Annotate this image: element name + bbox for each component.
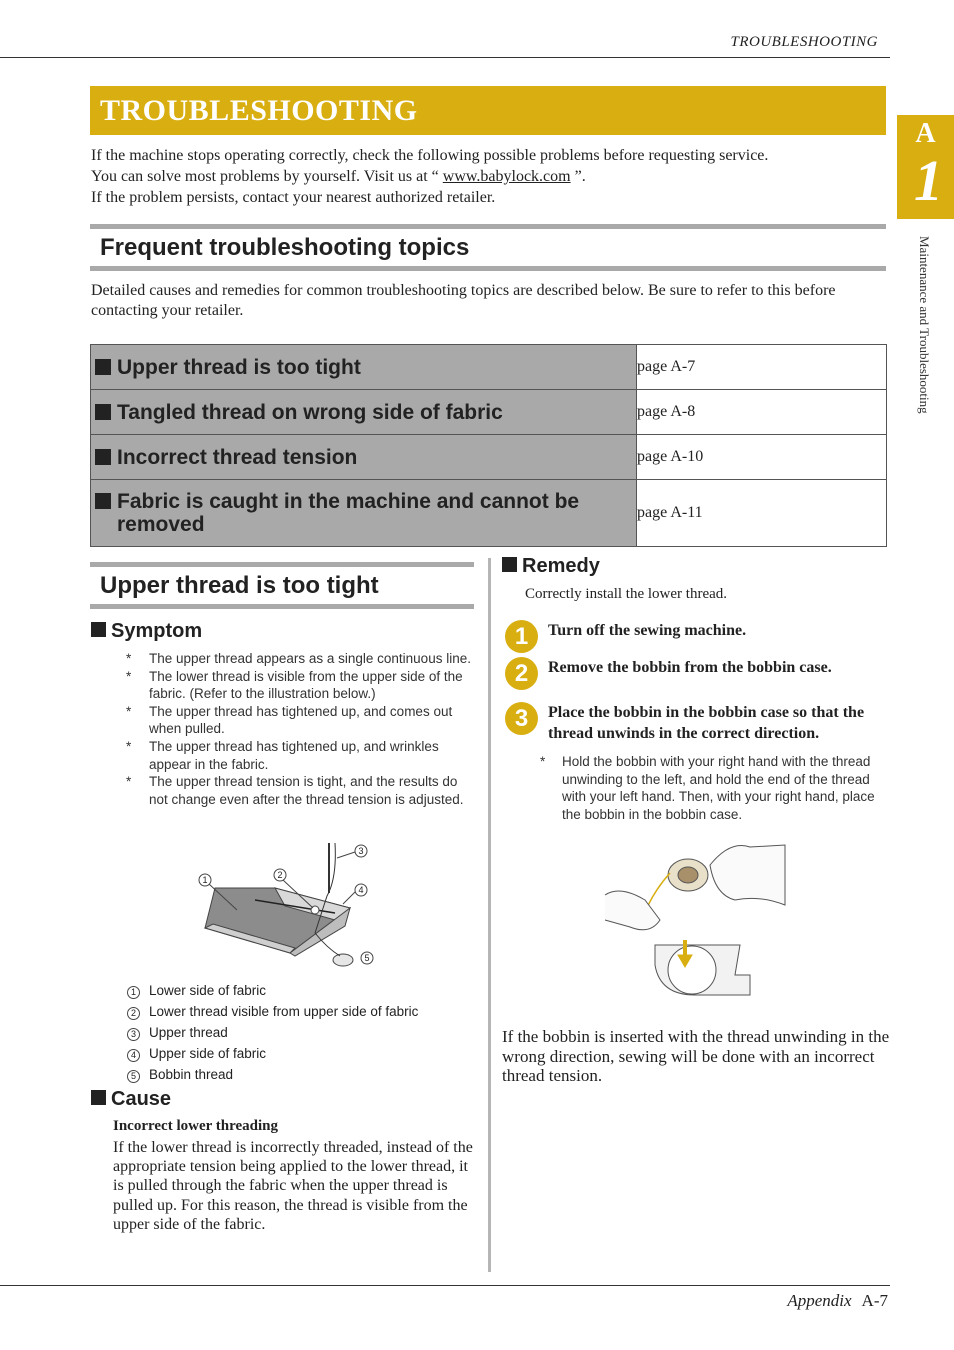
asterisk-icon: * — [126, 651, 132, 666]
step-text: Turn off the sewing machine. — [548, 622, 747, 639]
fabric-thread-illustration — [195, 838, 385, 973]
step-note — [540, 753, 890, 823]
asterisk-icon: * — [126, 774, 132, 790]
callout-label: 5 — [364, 953, 370, 963]
note-text: Hold the bobbin with your right hand with the thread unwinding to the left, and hold the end of the thread with your left hand. Then, with your right hand, place the bobbin in the bobbin case. — [562, 754, 875, 822]
topic-title: Incorrect thread tension — [117, 445, 358, 469]
intro-line-3: If the problem persists, contact your nearest authorized retailer. — [91, 189, 496, 206]
legend-text: Bobbin thread — [149, 1067, 234, 1082]
cause-heading — [91, 1088, 171, 1111]
list-item — [127, 1001, 418, 1022]
symptom-text: The upper thread tension is tight, and the results do not change even after the thread tension is adjusted. — [149, 774, 464, 807]
section-heading-upper-thread: Upper thread is too tight — [90, 562, 474, 609]
website-link[interactable]: www.babylock.com — [442, 168, 571, 185]
square-bullet-icon — [95, 359, 111, 375]
step-text: Remove the bobbin from the bobbin case. — [548, 659, 832, 676]
legend-number: 2 — [127, 1007, 140, 1020]
list-item — [126, 650, 474, 668]
asterisk-icon: * — [540, 754, 546, 769]
square-bullet-icon — [95, 404, 111, 420]
chapter-number: 1 — [914, 148, 943, 213]
topic-title: Fabric is caught in the machine and cannot be removed — [117, 490, 580, 536]
topic-page-ref[interactable]: page A-11 — [637, 480, 887, 547]
topics-table — [90, 344, 887, 547]
chapter-letter: A — [915, 118, 936, 149]
symptom-text: The upper thread has tightened up, and wrinkles appear in the fabric. — [149, 738, 439, 772]
chapter-tab[interactable] — [897, 115, 954, 219]
bobbin-insertion-illustration — [600, 835, 790, 1000]
topic-title-cell[interactable] — [91, 480, 637, 547]
symptom-heading-text: Symptom — [111, 620, 203, 642]
square-bullet-icon — [95, 493, 111, 509]
figure-legend — [127, 980, 418, 1085]
top-rule — [0, 57, 890, 58]
callout-4 — [343, 884, 367, 904]
intro-line-2 — [91, 166, 891, 187]
remedy-final-paragraph: If the bobbin is inserted with the thread unwinding in the wrong direction, sewing will be done with an incorrect thread tension. — [502, 1027, 890, 1085]
remedy-intro: Correctly install the lower thread. — [525, 586, 728, 602]
legend-text: Upper side of fabric — [149, 1046, 267, 1061]
chapter-side-label: Maintenance and Troubleshooting — [917, 236, 932, 414]
square-bullet-icon — [91, 622, 106, 637]
cause-title: Incorrect lower threading — [113, 1118, 278, 1134]
symptom-list — [126, 650, 474, 808]
symptom-text: The lower thread is visible from the upper side of the fabric. (Refer to the illustration below.) — [149, 668, 463, 702]
square-bullet-icon — [91, 1090, 106, 1105]
cause-text: If the lower thread is incorrectly threaded, instead of the appropriate tension being applied to the lower thread, it is pulled through the fabric when the upper thread is pulled up. For this reason, the thread is visible from the upper side of the fabric. — [113, 1139, 473, 1233]
legend-text: Lower side of fabric — [149, 983, 267, 998]
symptom-heading — [91, 620, 202, 643]
topic-row[interactable] — [91, 480, 887, 547]
topic-row[interactable] — [91, 390, 887, 435]
asterisk-icon: * — [126, 738, 132, 754]
cause-heading-text: Cause — [111, 1088, 172, 1110]
topic-row[interactable] — [91, 345, 887, 390]
symptom-text: The upper thread appears as a single continuous line. — [149, 651, 471, 666]
list-item — [126, 668, 474, 703]
intro-line-2-before: You can solve most problems by yourself. Visit us at “ — [91, 168, 443, 185]
list-item — [126, 738, 474, 773]
step-number-badge: 3 — [505, 702, 538, 735]
legend-number: 4 — [127, 1049, 140, 1062]
topic-page-ref[interactable]: page A-10 — [637, 435, 887, 480]
symptom-text: The upper thread has tightened up, and comes out when pulled. — [149, 703, 453, 737]
list-item — [127, 980, 418, 1001]
remedy-heading-text: Remedy — [522, 555, 600, 577]
callout-label: 1 — [202, 875, 208, 885]
bottom-rule — [0, 1285, 890, 1286]
intro-line-2-after: ”. — [570, 168, 586, 185]
callout-3 — [337, 845, 367, 858]
list-item — [126, 773, 474, 808]
asterisk-icon: * — [126, 668, 132, 684]
remedy-heading — [502, 555, 600, 578]
topic-title: Tangled thread on wrong side of fabric — [117, 400, 503, 424]
page-title: TROUBLESHOOTING — [90, 86, 886, 135]
list-item — [126, 703, 474, 738]
intro-paragraph — [91, 145, 891, 208]
legend-number: 5 — [127, 1070, 140, 1083]
topic-row[interactable] — [91, 435, 887, 480]
list-item — [127, 1043, 418, 1064]
frequent-description: Detailed causes and remedies for common troubleshooting topics are described below. Be sure to refer to this before contacting your retailer. — [91, 282, 836, 319]
legend-number: 1 — [127, 986, 140, 999]
topic-title: Upper thread is too tight — [117, 355, 361, 379]
square-bullet-icon — [502, 557, 517, 572]
topic-title-cell[interactable] — [91, 390, 637, 435]
callout-label: 4 — [358, 885, 364, 895]
callout-label: 3 — [358, 846, 364, 856]
list-item — [127, 1064, 418, 1085]
legend-text: Upper thread — [149, 1025, 228, 1040]
topic-title-cell[interactable] — [91, 345, 637, 390]
column-divider — [488, 558, 491, 1272]
topic-page-ref[interactable]: page A-7 — [637, 345, 887, 390]
footer-section: Appendix — [787, 1291, 852, 1310]
callout-label: 2 — [277, 870, 283, 880]
callout-5 — [361, 952, 373, 964]
step-number-badge: 2 — [505, 657, 538, 690]
step-number-badge: 1 — [505, 620, 538, 653]
asterisk-icon: * — [126, 703, 132, 719]
section-heading-frequent: Frequent troubleshooting topics — [90, 224, 886, 271]
page-footer — [787, 1291, 888, 1311]
square-bullet-icon — [95, 449, 111, 465]
step-text: Place the bobbin in the bobbin case so that the thread unwinds in the correct direction. — [548, 704, 865, 742]
page-number: A-7 — [861, 1291, 888, 1310]
legend-number: 3 — [127, 1028, 140, 1041]
list-item — [127, 1022, 418, 1043]
topic-title-cell[interactable] — [91, 435, 637, 480]
intro-line-1: If the machine stops operating correctly, check the following possible problems before requesting service. — [91, 147, 769, 164]
legend-text: Lower thread visible from upper side of fabric — [149, 1004, 419, 1019]
topic-page-ref[interactable]: page A-8 — [637, 390, 887, 435]
running-header: TROUBLESHOOTING — [730, 34, 878, 50]
